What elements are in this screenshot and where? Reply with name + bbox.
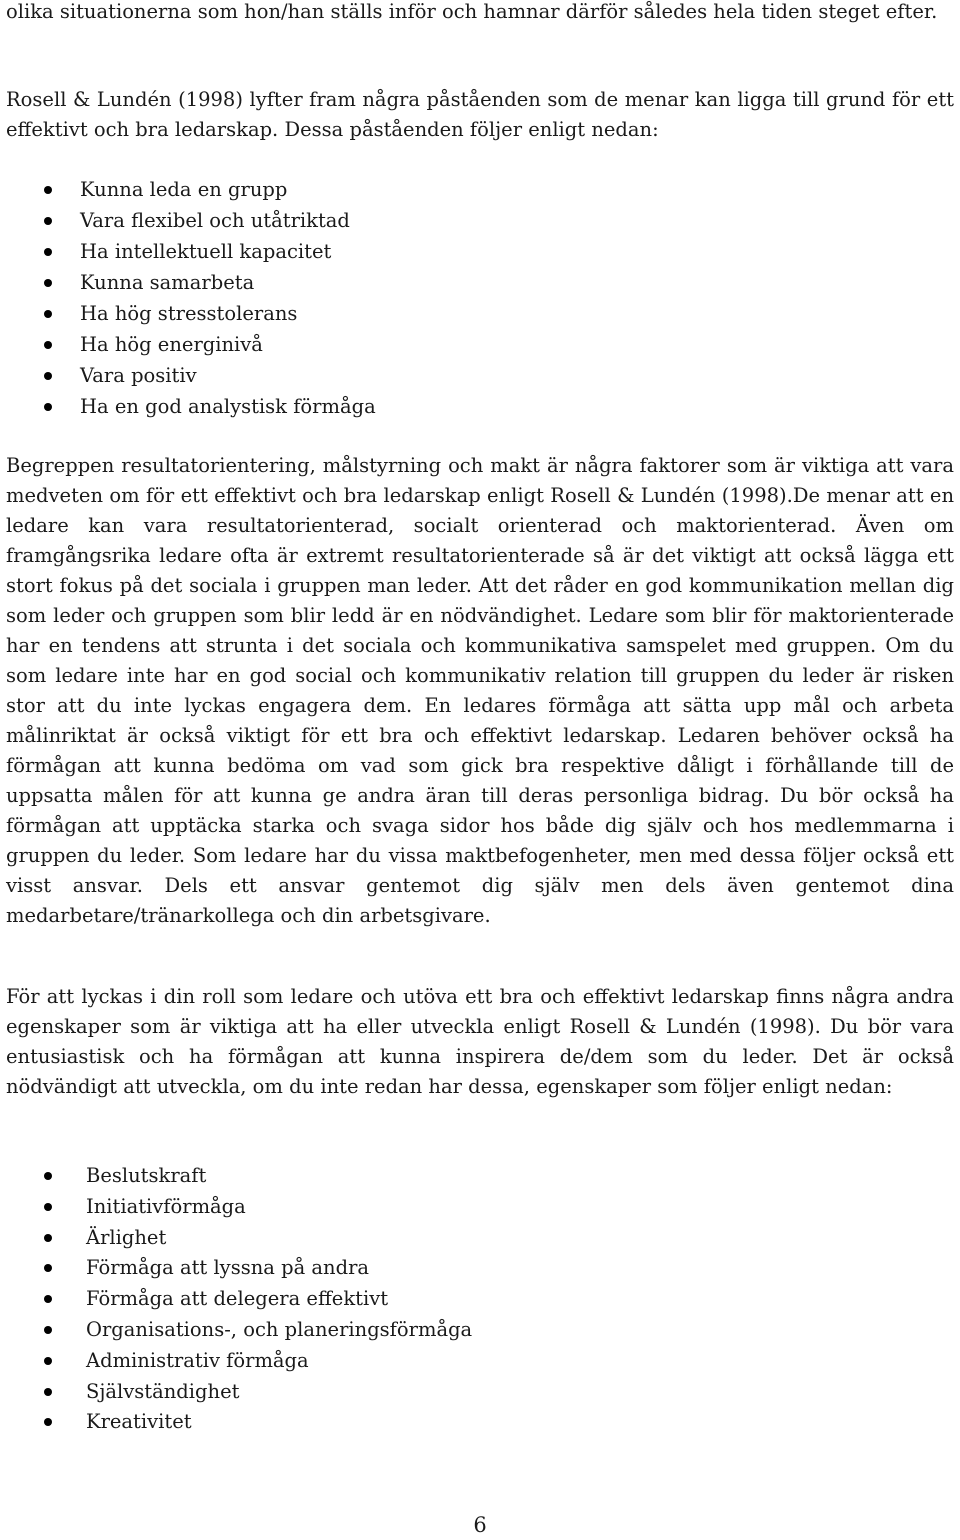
list-item: Vara positiv: [80, 360, 376, 391]
bullet-icon: [44, 403, 52, 411]
bullet-icon: [44, 1234, 52, 1242]
bullet-icon: [44, 1295, 52, 1303]
bullet-icon: [44, 1418, 52, 1426]
bullet-icon: [44, 248, 52, 256]
list-item: Ha intellektuell kapacitet: [80, 236, 376, 267]
list-item: Initiativförmåga: [86, 1191, 472, 1222]
paragraph-begreppen: Begreppen resultatorientering, målstyrning och makt är några faktorer som är viktiga att vara medveten om för ett effektivt och bra ledarskap enligt Rosell & Lundén (1998).De menar att en ledare kan vara resultatorienterad, socialt orienterad och maktorienterad. Även om framgångsrika ledare ofta är extremt resultatorienterade så är det viktigt att också lägga ett stort fokus på det sociala i gruppen man leder. Att det råder en god kommunikation mellan dig som leder och gruppen som blir ledd är en nödvändighet. Ledare som blir för maktorienterade har en tendens att strunta i det sociala och kommunikativa samspelet med gruppen. Om du som ledare inte har en god social och kommunikativ relation till gruppen du leder är risken stor att du inte lyckas engagera dem. En ledares förmåga att sätta upp mål och arbeta målinriktat är också viktigt för ett bra och effektivt ledarskap. Ledaren behöver också ha förmågan att kunna bedöma om vad som gick bra respektive dåligt i förhållande till de uppsatta målen för att kunna ge andra äran till deras personliga bidrag. Du bör också ha förmågan att upptäcka starka och svaga sidor hos både dig själv och hos medlemmarna i gruppen du leder. Som ledare har du vissa maktbefogenheter, men med dessa följer också ett visst ansvar. Dels ett ansvar gentemot dig själv men dels även gentemot dina medarbetare/tränarkollega och din arbetsgivare.: [6, 454, 954, 927]
list-item: Kreativitet: [86, 1406, 472, 1437]
list-item: Kunna samarbeta: [80, 267, 376, 298]
page-number: 6: [473, 1513, 487, 1537]
bullet-icon: [44, 217, 52, 225]
bullet-icon: [44, 1203, 52, 1211]
list-item: Administrativ förmåga: [86, 1345, 472, 1376]
list-item: Organisations-, och planeringsförmåga: [86, 1314, 472, 1345]
list-item: Vara flexibel och utåtriktad: [80, 205, 376, 236]
leadership-claims-list: [80, 174, 376, 422]
list-item: Ha en god analystisk förmåga: [80, 391, 376, 422]
bullet-icon: [44, 279, 52, 287]
list-item: Beslutskraft: [86, 1160, 472, 1191]
paragraph-intro: olika situationerna som hon/han ställs inför och hamnar därför således hela tiden steget efter.: [6, 0, 938, 23]
paragraph-rosell: Rosell & Lundén (1998) lyfter fram några påståenden som de menar kan ligga till grund för ett effektivt och bra ledarskap. Dessa påståenden följer enligt nedan:: [6, 88, 954, 141]
paragraph-for-att-lyckas: För att lyckas i din roll som ledare och utöva ett bra och effektivt ledarskap finns några andra egenskaper som är viktiga att ha eller utveckla enligt Rosell & Lundén (1998). Du bör vara entusiastisk och ha förmågan att kunna inspirera de/dem som du leder. Det är också nödvändigt att utveckla, om du inte redan har dessa, egenskaper som följer enligt nedan:: [6, 985, 954, 1098]
leader-qualities-list: [86, 1160, 472, 1437]
bullet-icon: [44, 1172, 52, 1180]
list-item: Ha hög stresstolerans: [80, 298, 376, 329]
bullet-icon: [44, 310, 52, 318]
bullet-icon: [44, 372, 52, 380]
list-item: Ha hög energinivå: [80, 329, 376, 360]
list-item: Kunna leda en grupp: [80, 174, 376, 205]
bullet-icon: [44, 1388, 52, 1396]
bullet-icon: [44, 1326, 52, 1334]
bullet-icon: [44, 1357, 52, 1365]
bullet-icon: [44, 186, 52, 194]
list-item: Ärlighet: [86, 1222, 472, 1253]
list-item: Självständighet: [86, 1376, 472, 1407]
list-item: Förmåga att delegera effektivt: [86, 1283, 472, 1314]
list-item: Förmåga att lyssna på andra: [86, 1252, 472, 1283]
bullet-icon: [44, 341, 52, 349]
bullet-icon: [44, 1264, 52, 1272]
